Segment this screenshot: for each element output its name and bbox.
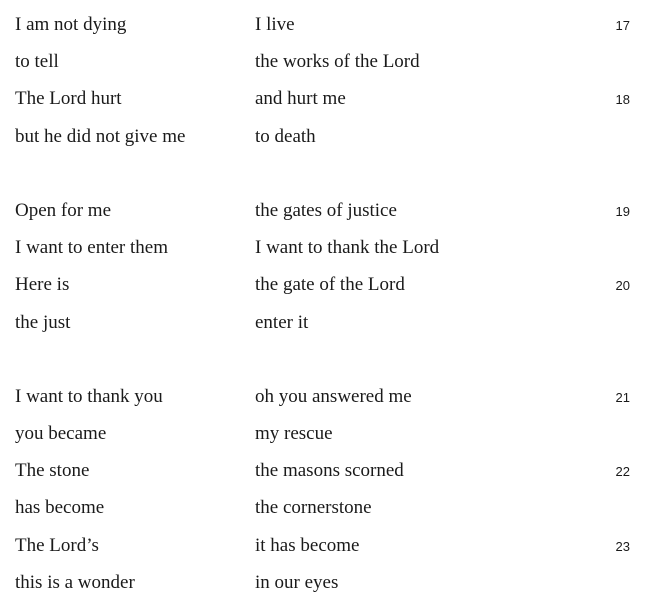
- stanza-divider: [0, 162, 661, 199]
- poem-line: [0, 534, 661, 571]
- line-left-text: you became: [15, 423, 107, 445]
- poem-line: [0, 571, 661, 608]
- poem-line: [0, 311, 661, 348]
- line-right-text: I want to thank the Lord: [255, 237, 440, 259]
- line-right-text: in our eyes: [255, 571, 339, 593]
- line-left-text: but he did not give me: [15, 125, 186, 147]
- poem-body: [0, 13, 661, 608]
- line-right-text: I live: [255, 14, 295, 35]
- line-right-text: the gate of the Lord: [255, 274, 405, 296]
- verse-number: 23: [615, 538, 630, 554]
- line-right-text: the masons scorned: [255, 460, 404, 482]
- line-left-text: has become: [15, 497, 105, 519]
- line-left-text: I want to enter them: [15, 237, 169, 259]
- verse-number: 21: [615, 389, 630, 405]
- poem-line: [0, 199, 661, 236]
- line-left-text: this is a wonder: [15, 571, 135, 593]
- verse-number: 20: [615, 278, 630, 294]
- line-left-text: to tell: [15, 51, 59, 73]
- line-left-text: I am not dying: [15, 14, 127, 35]
- poem-line: [0, 459, 661, 496]
- line-right-text: oh you answered me: [255, 385, 412, 407]
- line-right-text: to death: [255, 125, 316, 147]
- poem-line: [0, 87, 661, 124]
- verse-number: 19: [615, 203, 630, 219]
- verse-number: 17: [615, 18, 630, 33]
- line-right-text: it has become: [255, 534, 360, 556]
- poem-line: [0, 13, 661, 50]
- verse-number: 18: [615, 92, 630, 108]
- stanza-divider: [0, 348, 661, 385]
- line-left-text: Here is: [15, 274, 70, 296]
- line-left-text: the just: [15, 311, 71, 333]
- line-right-text: and hurt me: [255, 88, 346, 110]
- stanza: [0, 199, 661, 348]
- stanza: [0, 385, 661, 608]
- poem-line: [0, 273, 661, 310]
- line-left-text: Open for me: [15, 199, 112, 221]
- line-left-text: The Lord hurt: [15, 88, 122, 110]
- poem-line: [0, 236, 661, 273]
- stanza: [0, 13, 661, 162]
- poem-line: [0, 125, 661, 162]
- poem-line: [0, 422, 661, 459]
- line-right-text: my rescue: [255, 423, 333, 445]
- poem-line: [0, 496, 661, 533]
- line-right-text: the gates of justice: [255, 199, 397, 221]
- poem-line: [0, 385, 661, 422]
- line-left-text: I want to thank you: [15, 385, 163, 407]
- line-right-text: the cornerstone: [255, 497, 372, 519]
- line-right-text: the works of the Lord: [255, 51, 420, 73]
- line-left-text: The stone: [15, 460, 90, 482]
- line-left-text: The Lord’s: [15, 534, 99, 556]
- poem-line: [0, 50, 661, 87]
- line-right-text: enter it: [255, 311, 309, 333]
- verse-number: 22: [615, 464, 630, 480]
